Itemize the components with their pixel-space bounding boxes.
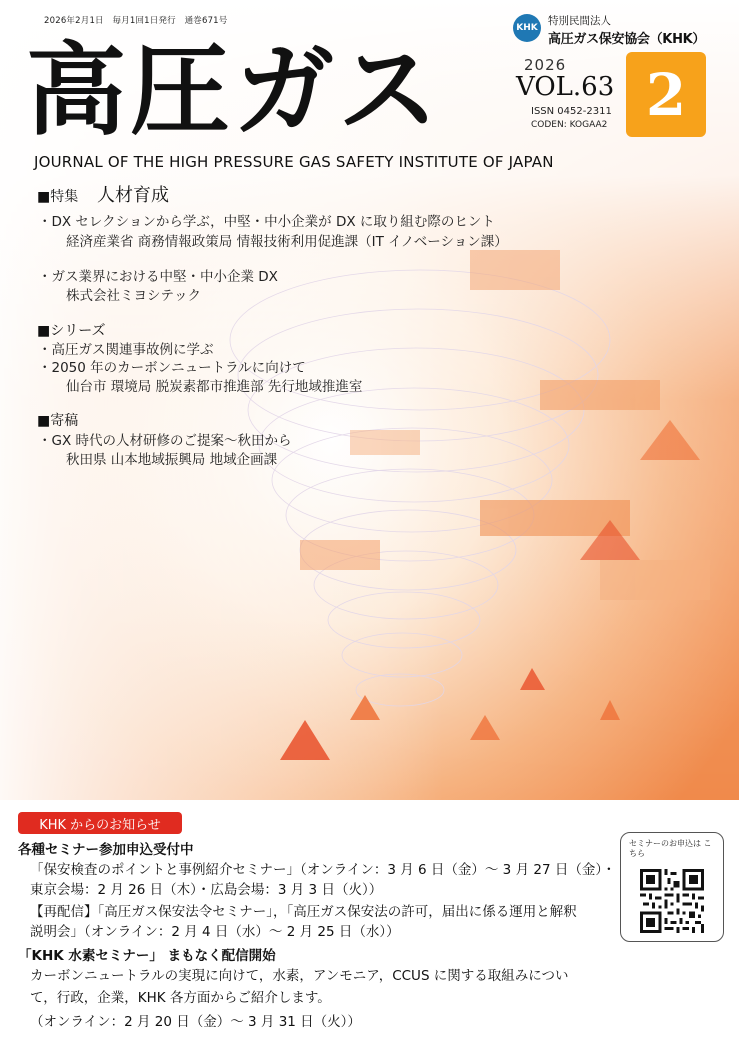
notice-line: カーボンニュートラルの実現に向けて，水素，アンモニア，CCUS に関する取組みについ <box>30 968 569 984</box>
issn: ISSN 0452-2311 <box>531 106 612 117</box>
org-name: 高圧ガス保安協会（KHK） <box>548 32 706 47</box>
publication-info: 2026年2月1日 毎月1回1日発行 通巻671号 <box>44 16 228 26</box>
contribution-item-title: ・GX 時代の人材研修のご提案～秋田から <box>38 433 292 449</box>
notice-line: 東京会場：2 月 26 日（木）・広島会場：3 月 3 日（火）） <box>30 882 383 898</box>
series-item-title: ・高圧ガス関連事故例に学ぶ <box>38 342 214 358</box>
qr-code-icon[interactable] <box>640 869 704 933</box>
issue-number: 2 <box>645 60 687 129</box>
contribution-item-author: 秋田県 山本地域振興局 地域企画課 <box>66 452 278 468</box>
journal-subtitle: JOURNAL OF THE HIGH PRESSURE GAS SAFETY INSTITUTE OF JAPAN <box>34 153 554 171</box>
volume-number: VOL.63 <box>516 72 615 102</box>
feature-label: ■特集 <box>37 189 79 205</box>
series-item-title: ・2050 年のカーボンニュートラルに向けて <box>38 360 306 376</box>
notice-tag: KHK からのお知らせ <box>18 812 182 834</box>
feature-title: 人材育成 <box>97 185 169 206</box>
qr-caption: セミナーのお申込は こちら <box>629 839 712 858</box>
qr-box[interactable] <box>620 832 724 942</box>
feature-item-title: ・ガス業界における中堅・中小企業 DX <box>38 269 278 285</box>
notice-line: 「保安検査のポイントと事例紹介セミナー」（オンライン：3 月 6 日（金）～ 3 月 27 日（金）・ <box>30 862 616 878</box>
series-label: ■シリーズ <box>37 323 106 339</box>
org-type: 特別民間法人 <box>548 15 611 27</box>
feature-item-author: 株式会社ミヨシテック <box>66 288 201 304</box>
issue-year: 2026 <box>524 56 567 74</box>
notice-line: 【再配信】「高圧ガス保安法令セミナー」，「高圧ガス保安法の許可，届出に係る運用と解釈 <box>30 904 577 920</box>
notice-line: 「KHK 水素セミナー」 まもなく配信開始 <box>18 948 276 964</box>
coden: CODEN: KOGAA2 <box>531 120 608 130</box>
khk-logo-icon: KHK <box>513 14 541 42</box>
notice-line: 説明会」（オンライン：2 月 4 日（水）～ 2 月 25 日（水）） <box>30 924 400 940</box>
issue-number-badge <box>626 52 706 137</box>
magazine-title: 高圧ガス <box>26 32 442 149</box>
notice-line: （オンライン：2 月 20 日（金）～ 3 月 31 日（火）） <box>30 1014 361 1030</box>
feature-item-title: ・DX セレクションから学ぶ，中堅・中小企業が DX に取り組む際のヒント <box>38 214 495 230</box>
notice-line: 各種セミナー参加申込受付中 <box>18 842 194 858</box>
contribution-label: ■寄稿 <box>37 413 79 429</box>
series-item-author: 仙台市 環境局 脱炭素都市推進部 先行地域推進室 <box>66 379 363 395</box>
feature-item-author: 経済産業省 商務情報政策局 情報技術利用促進課（IT イノベーション課） <box>66 234 508 250</box>
notice-line: て，行政，企業，KHK 各方面からご紹介します。 <box>30 990 331 1006</box>
